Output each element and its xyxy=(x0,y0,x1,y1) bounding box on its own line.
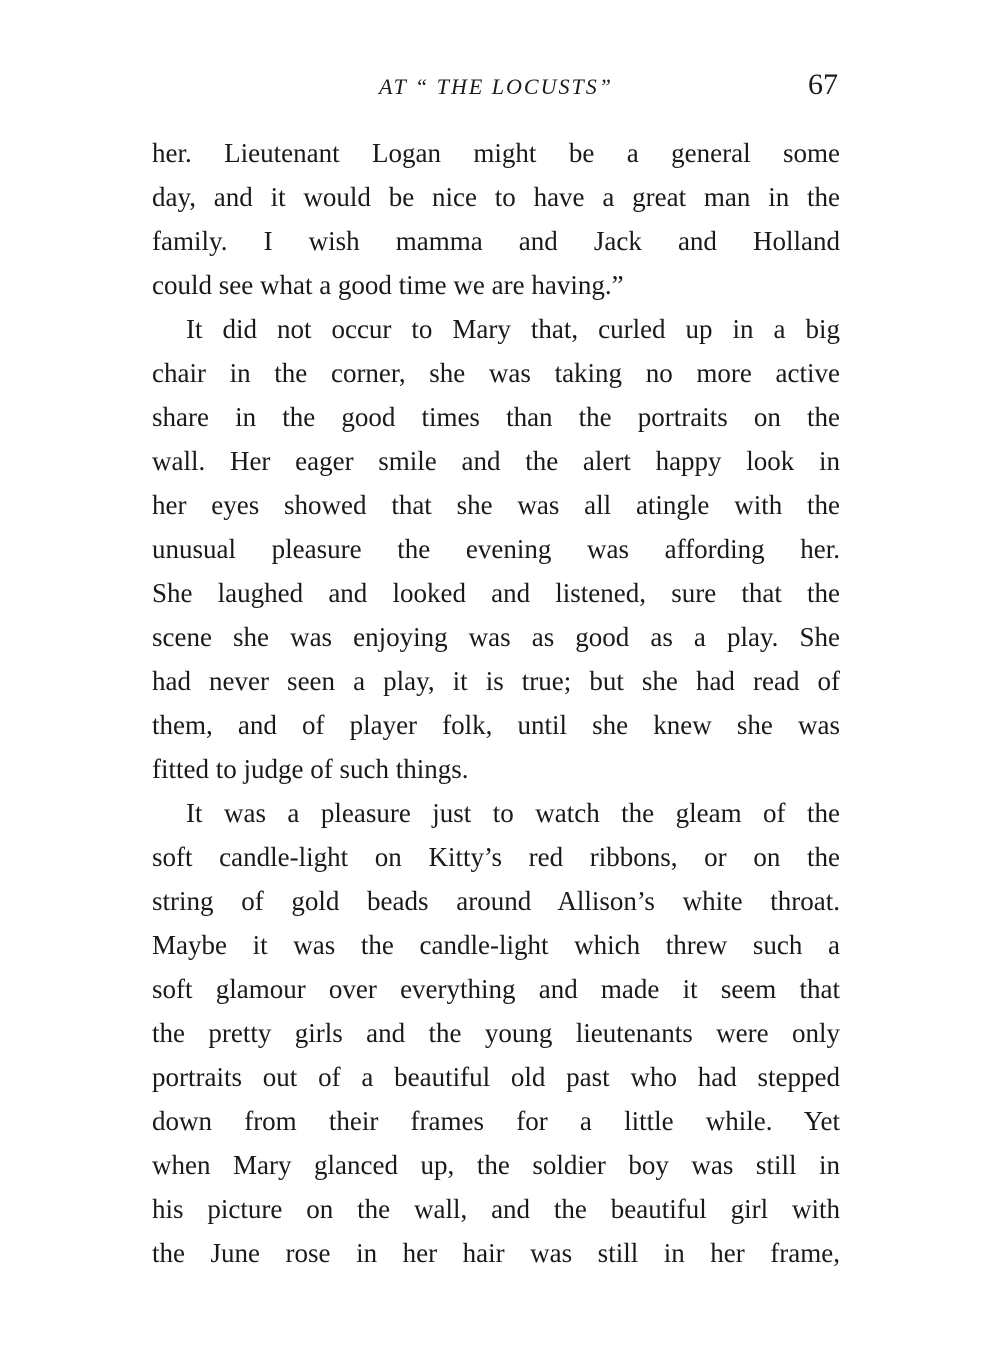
text-line: portraits out of a beautiful old past who had stepped xyxy=(152,1062,840,1092)
text-line: unusual pleasure the evening was affording her. xyxy=(152,534,840,564)
body-text xyxy=(152,131,840,1275)
text-line: them, and of player folk, until she knew she was xyxy=(152,710,840,740)
text-line: string of gold beads around Allison’s white throat. xyxy=(152,886,840,916)
page-number: 67 xyxy=(808,68,838,101)
text-line: her. Lieutenant Logan might be a general some xyxy=(152,138,840,168)
text-line: She laughed and looked and listened, sure that the xyxy=(152,578,840,608)
text-line: wall. Her eager smile and the alert happy look in xyxy=(152,446,840,476)
text-line: when Mary glanced up, the soldier boy was still in xyxy=(152,1150,840,1180)
text-line: family. I wish mamma and Jack and Holland xyxy=(152,226,840,256)
text-line: share in the good times than the portraits on the xyxy=(152,402,840,432)
text-line: her eyes showed that she was all atingle with the xyxy=(152,490,840,520)
running-head xyxy=(152,68,840,108)
text-line: soft candle-light on Kitty’s red ribbons, or on the xyxy=(152,842,840,872)
text-line: down from their frames for a little while. Yet xyxy=(152,1106,840,1136)
text-line: fitted to judge of such things. xyxy=(152,754,469,784)
text-line: scene she was enjoying was as good as a play. She xyxy=(152,622,840,652)
text-line: day, and it would be nice to have a great man in the xyxy=(152,182,840,212)
running-title: AT “ THE LOCUSTS” xyxy=(379,74,613,99)
text-line: the pretty girls and the young lieutenants were only xyxy=(152,1018,840,1048)
text-line: had never seen a play, it is true; but she had read of xyxy=(152,666,840,696)
text-line: It did not occur to Mary that, curled up in a big xyxy=(186,314,840,344)
text-line: It was a pleasure just to watch the gleam of the xyxy=(186,798,840,828)
text-line: chair in the corner, she was taking no more active xyxy=(152,358,840,388)
text-line: soft glamour over everything and made it seem that xyxy=(152,974,840,1004)
text-line: the June rose in her hair was still in her frame, xyxy=(152,1238,840,1268)
text-line: his picture on the wall, and the beautiful girl with xyxy=(152,1194,840,1224)
text-line: could see what a good time we are having.” xyxy=(152,270,624,300)
text-line: Maybe it was the candle-light which threw such a xyxy=(152,930,840,960)
